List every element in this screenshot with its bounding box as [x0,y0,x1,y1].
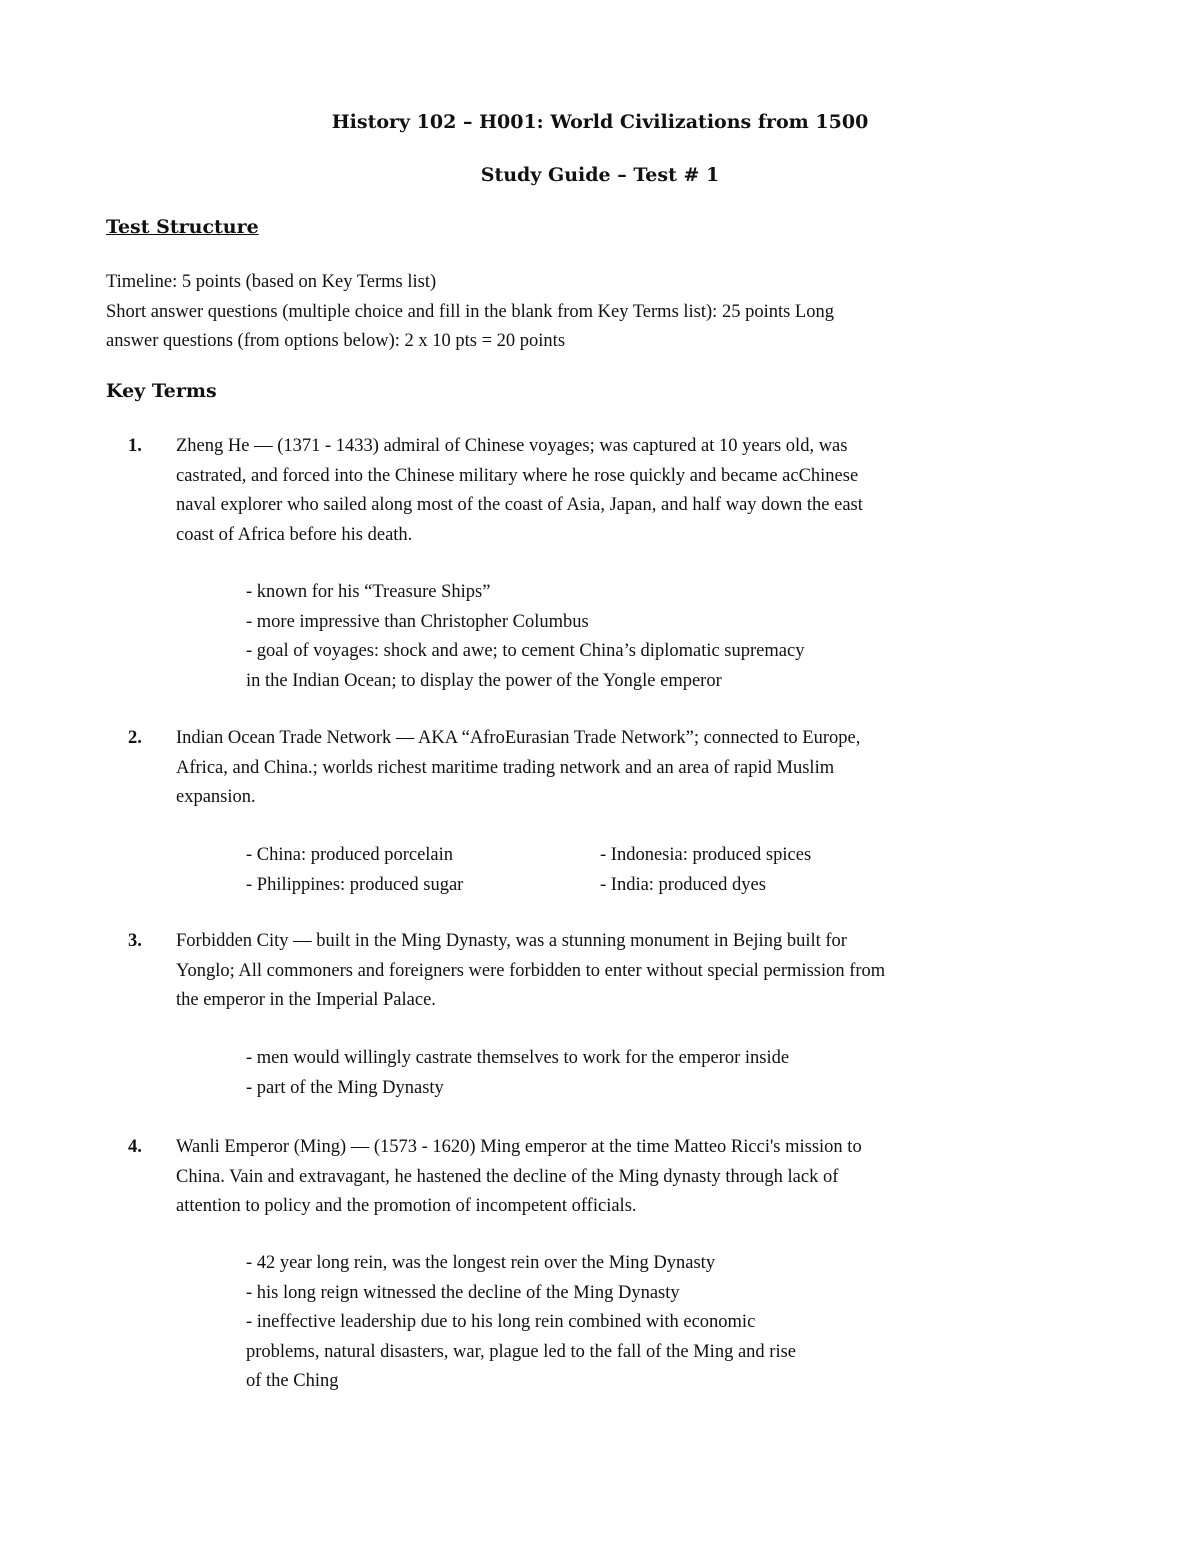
bullet-line: in the Indian Ocean; to display the power of the Yongle emperor [246,670,722,691]
test-structure-body [106,268,1066,357]
term-2-bullets-left [246,841,463,900]
term-number: 2. [128,728,142,748]
bullet-line: - India: produced dyes [600,874,766,895]
term-number: 3. [128,931,142,951]
term-definition [176,927,1096,1016]
bullet-line: problems, natural disasters, war, plague led to the fall of the Ming and rise [246,1341,796,1362]
term-4-bullets [246,1249,796,1397]
course-title: History 102 – H001: World Civilizations from 1500 [331,111,869,133]
term-number: 1. [128,436,142,456]
term-line: castrated, and forced into the Chinese military where he rose quickly and became acChinese [176,465,859,486]
term-line: naval explorer who sailed along most of the coast of Asia, Japan, and half way down the east [176,495,863,515]
bullet-line: - more impressive than Christopher Columbus [246,611,589,632]
term-definition [176,1133,1096,1222]
bullet-line: of the Ching [246,1371,339,1391]
bullet-line: - 42 year long rein, was the longest rein over the Ming Dynasty [246,1253,716,1273]
term-definition [176,432,1096,550]
bullet-line: - men would willingly castrate themselves to work for the emperor inside [246,1048,790,1068]
bullet-line: - his long reign witnessed the decline of the Ming Dynasty [246,1282,680,1303]
term-3-bullets [246,1044,789,1103]
test-structure-heading: Test Structure [106,216,259,238]
bullet-line: - ineffective leadership due to his long rein combined with economic [246,1312,756,1332]
bullet-line: - Indonesia: produced spices [600,845,812,865]
term-number: 4. [128,1137,142,1157]
term-line: coast of Africa before his death. [176,524,413,545]
structure-line: Short answer questions (multiple choice and fill in the blank from Key Terms list): 25 points Long [106,301,834,322]
structure-line: Timeline: 5 points (based on Key Terms list) [106,272,437,292]
bullet-line: - known for his “Treasure Ships” [246,582,491,602]
term-1-bullets [246,578,804,696]
term-line: expansion. [176,787,256,807]
term-line: Zheng He — (1371 - 1433) admiral of Chinese voyages; was captured at 10 years old, was [176,436,848,456]
term-line: Wanli Emperor (Ming) — (1573 - 1620) Ming emperor at the time Matteo Ricci's mission to [176,1137,862,1157]
term-line: Indian Ocean Trade Network — AKA “AfroEurasian Trade Network”; connected to Europe, [176,728,861,748]
bullet-line: - Philippines: produced sugar [246,874,464,895]
term-definition [176,724,1096,813]
bullet-line: - goal of voyages: shock and awe; to cement China’s diplomatic supremacy [246,641,805,661]
guide-title: Study Guide – Test # 1 [480,164,720,186]
term-line: Forbidden City — built in the Ming Dynasty, was a stunning monument in Bejing built for [176,931,847,951]
term-line: Africa, and China.; worlds richest maritime trading network and an area of rapid Muslim [176,757,835,778]
term-line: Yonglo; All commoners and foreigners were forbidden to enter without special permission from [176,960,886,981]
structure-line: answer questions (from options below): 2 x 10 pts = 20 points [106,331,566,351]
term-line: the emperor in the Imperial Palace. [176,990,436,1010]
bullet-line: - part of the Ming Dynasty [246,1077,444,1098]
term-2-bullets-right [600,841,811,900]
key-terms-heading: Key Terms [106,380,217,402]
bullet-line: - China: produced porcelain [246,845,454,865]
term-line: China. Vain and extravagant, he hastened the decline of the Ming dynasty through lack of [176,1166,839,1187]
term-line: attention to policy and the promotion of incompetent officials. [176,1196,637,1216]
